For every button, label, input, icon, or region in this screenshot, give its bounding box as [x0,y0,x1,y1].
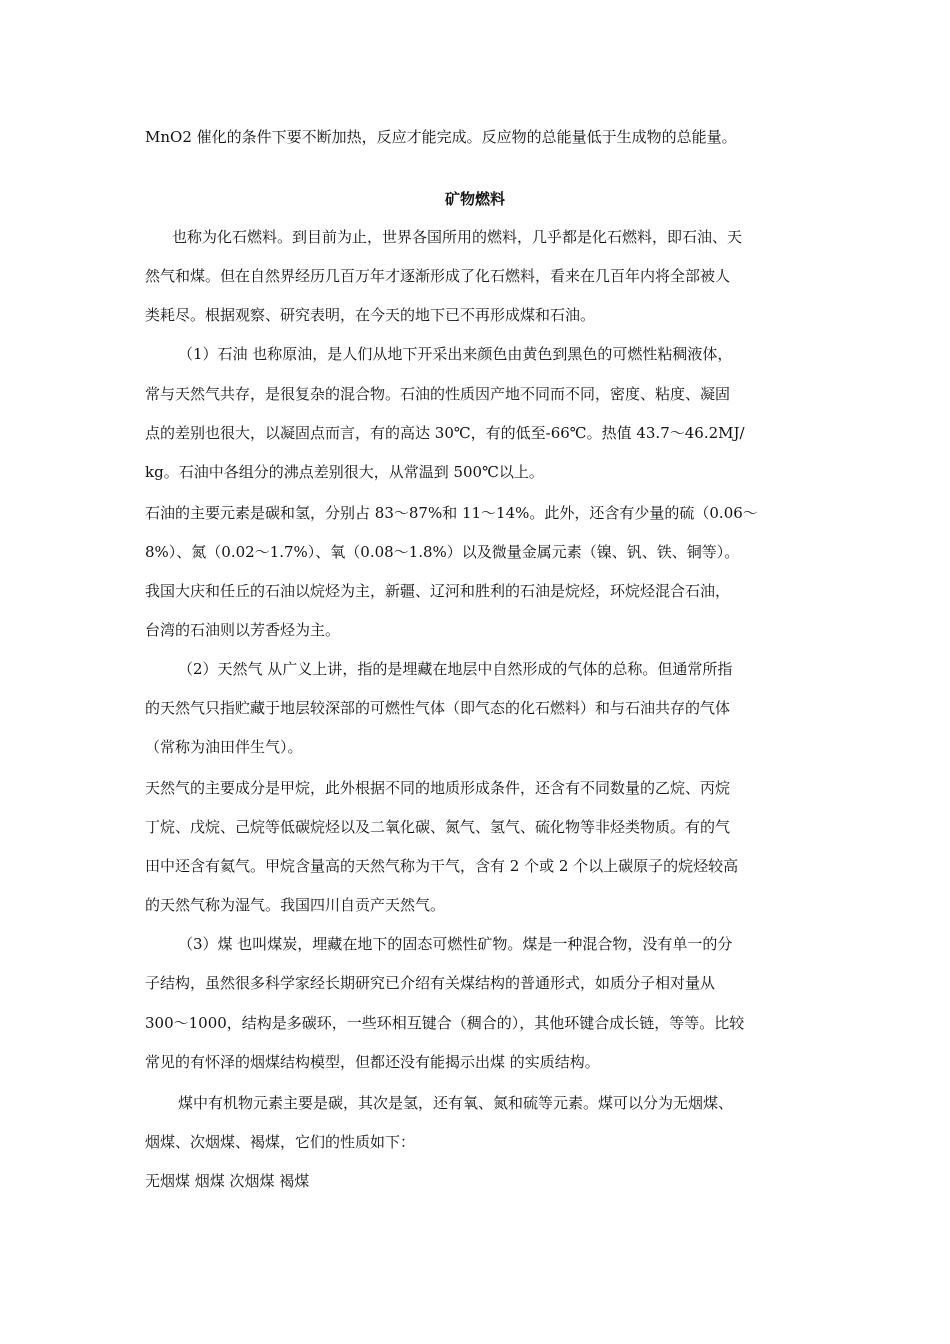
paragraph-line: 点的差别也很大，以凝固点而言，有的高达 30℃，有的低至-66℃。热值 43.7～46.2MJ/ [145,424,745,442]
paragraph-line: 煤中有机物元素主要是碳，其次是氢，还有氧、氮和硫等元素。煤可以分为无烟煤、 [178,1094,734,1112]
coal-types-line: 无烟煤 烟煤 次烟煤 褐煤 [145,1172,310,1190]
paragraph-line: 石油的主要元素是碳和氢，分别占 83～87%和 11～14%。此外，还含有少量的硫（0.06～ [145,504,758,522]
paragraph-line: （2）天然气 从广义上讲，指的是埋藏在地层中自然形成的气体的总称。但通常所指 [178,660,733,678]
paragraph-line: 丁烷、戊烷、己烷等低碳烷烃以及二氧化碳、氮气、氢气、硫化物等非烃类物质。有的气 [145,818,731,836]
paragraph-line: （常称为油田伴生气）。 [145,738,303,756]
paragraph-line: 田中还含有氦气。甲烷含量高的天然气称为干气，含有 2 个或 2 个以上碳原子的烷烃较高 [145,857,739,875]
paragraph-line: 8%）、氮（0.02～1.7%）、氧（0.08～1.8%）以及微量金属元素（镍、钒、铁、铜等）。 [145,543,740,561]
paragraph-line: 常与天然气共存，是很复杂的混合物。石油的性质因产地不同而不同，密度、粘度、凝固 [145,385,731,403]
paragraph-line: 然气和煤。但在自然界经历几百万年才逐渐形成了化石燃料，看来在几百年内将全部被人 [145,267,731,285]
paragraph-line: 我国大庆和任丘的石油以烷烃为主，新疆、辽河和胜利的石油是烷烃，环烷烃混合石油， [145,582,731,600]
paragraph-line: 烟煤、次烟煤、褐煤，它们的性质如下： [145,1133,416,1151]
paragraph-line: 常见的有怀泽的烟煤结构模型，但都还没有能揭示出煤 的实质结构。 [145,1053,600,1071]
paragraph-line: 也称为化石燃料。到目前为止，世界各国所用的燃料，几乎都是化石燃料，即石油、天 [172,228,743,246]
paragraph-line: 的天然气称为湿气。我国四川自贡产天然气。 [145,896,446,914]
paragraph-line: 子结构，虽然很多科学家经长期研究已介绍有关煤结构的普通形式，如质分子相对量从 [145,974,716,992]
paragraph-line: 类耗尽。根据观察、研究表明，在今天的地下已不再形成煤和石油。 [145,306,596,324]
paragraph-line: 天然气的主要成分是甲烷，此外根据不同的地质形成条件，还含有不同数量的乙烷、丙烷 [145,779,731,797]
section-heading: 矿物燃料 [444,190,505,208]
paragraph-line: 台湾的石油则以芳香烃为主。 [145,621,341,639]
top-line: MnO2 催化的条件下要不断加热，反应才能完成。反应物的总能量低于生成物的总能量。 [145,128,737,146]
paragraph-line: 300～1000，结构是多碳环，一些环相互键合（稠合的），其他环键合成长链，等等。比较 [145,1014,745,1032]
paragraph-line: （3）煤 也叫煤炭，埋藏在地下的固态可燃性矿物。煤是一种混合物，没有单一的分 [178,935,733,953]
paragraph-line: 的天然气只指贮藏于地层较深部的可燃性气体（即气态的化石燃料）和与石油共存的气体 [145,699,731,717]
paragraph-line: （1）石油 也称原油，是人们从地下开采出来颜色由黄色到黑色的可燃性粘稠液体， [178,345,733,363]
paragraph-line: kg。石油中各组分的沸点差别很大，从常温到 500℃以上。 [145,463,544,481]
